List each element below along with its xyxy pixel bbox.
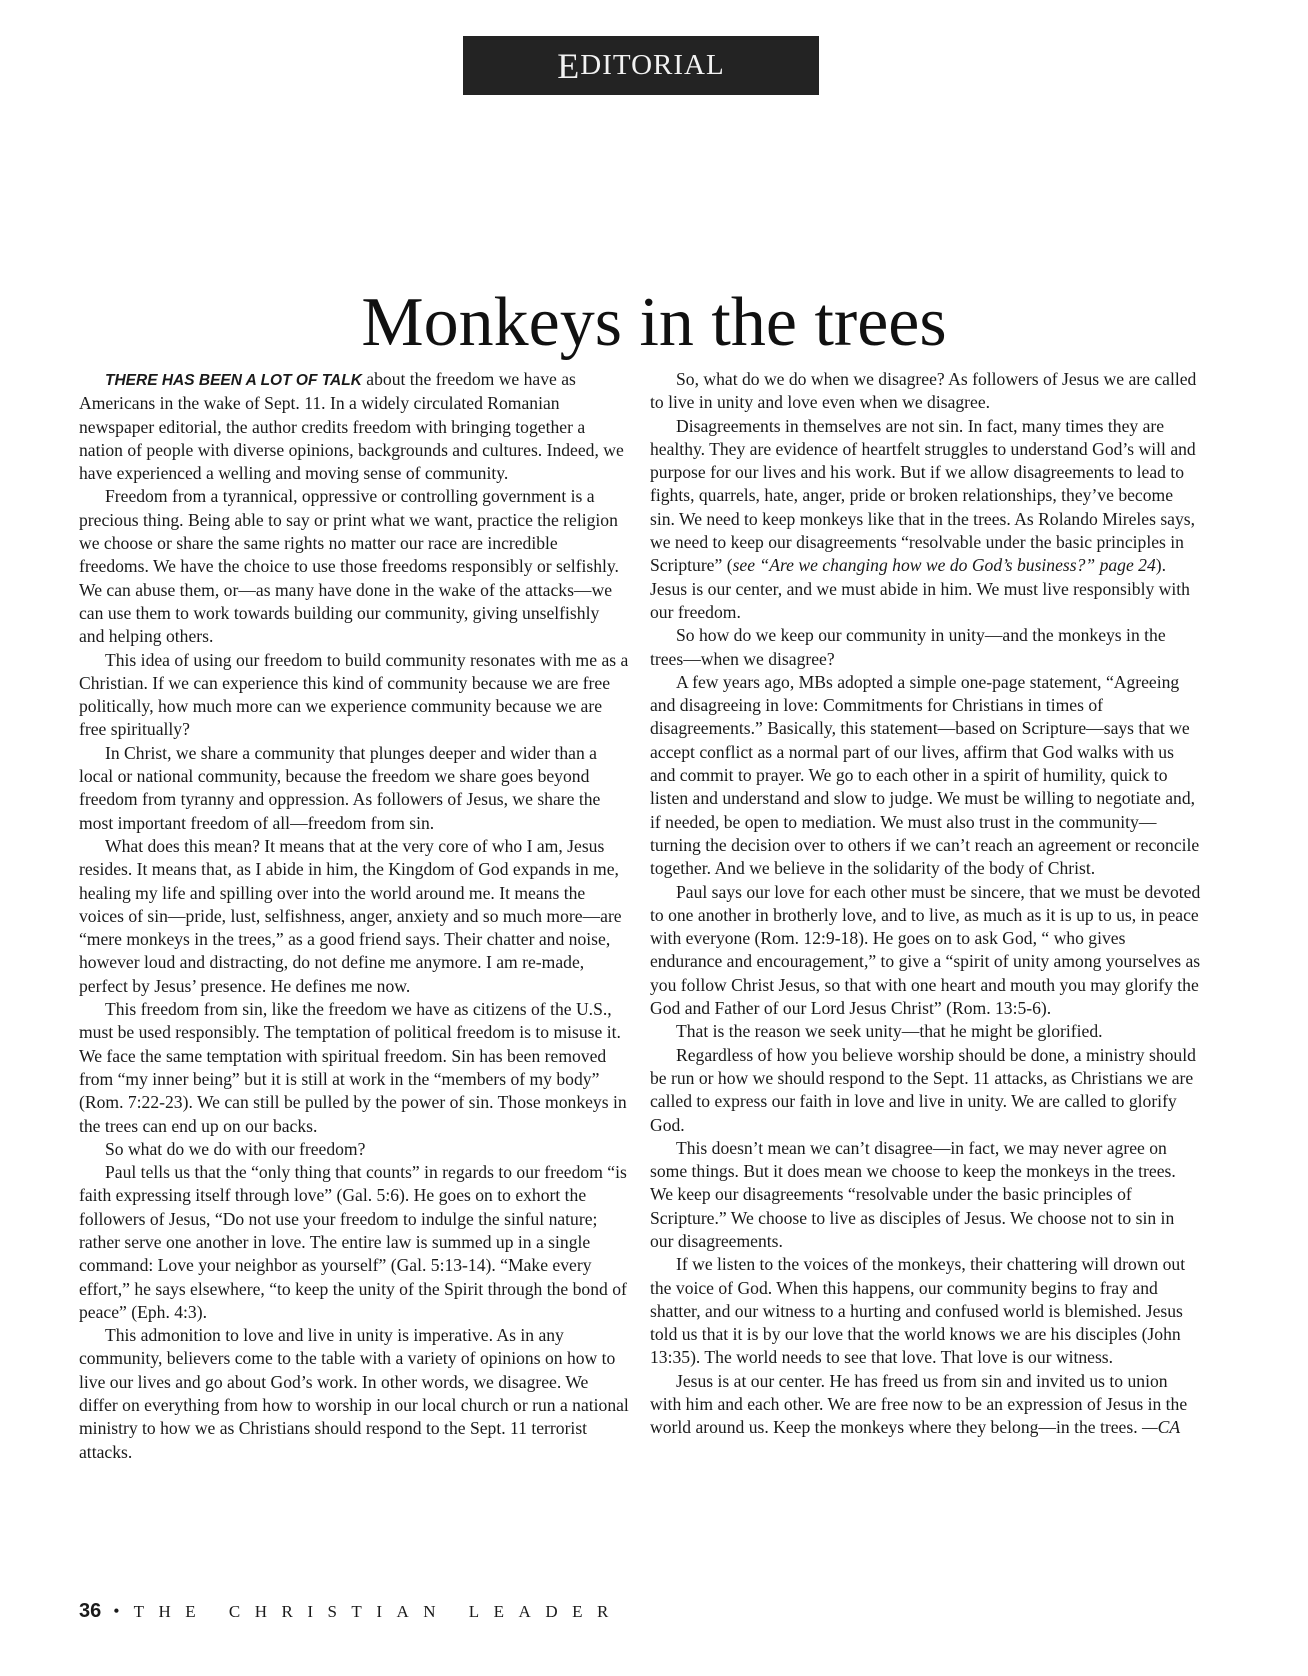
section-banner (463, 36, 819, 95)
banner-label: DITORIAL (580, 49, 725, 81)
cross-reference: see “Are we changing how we do God’s business?” page 24 (732, 555, 1156, 576)
article-title: Monkeys in the trees (361, 284, 947, 361)
page-footer (79, 1600, 623, 1623)
paragraph: Regardless of how you believe worship should be done, a ministry should be run or how we should respond to the Sept. 11 attacks, as Christians we are called to express our faith in love and live in unity. We are called to glorify God. (650, 1044, 1196, 1135)
banner-initial: E (557, 45, 581, 86)
bullet-separator: • (113, 1601, 120, 1621)
paragraph: A few years ago, MBs adopted a simple one-page statement, “Agreeing and disagreeing in love: Commitments for Christians in times of disagreements.” Basically, this statement—based on Scripture—says that we accept conflict as a normal part of our lives, affirm that God walks with us and commit to prayer. We go to each other in a spirit of humility, quick to listen and understand and slow to judge. We must be willing to negotiate and, if needed, be open to mediation. We must also trust in the community—turning the decision over to others if we can’t reach an agreement or reconcile together. And we believe in the solidarity of the body of Christ. (650, 671, 1200, 879)
paragraph: That is the reason we seek unity—that he might be glorified. (676, 1021, 1103, 1042)
article-column-right (650, 368, 1202, 1440)
paragraph: This freedom from sin, like the freedom we have as citizens of the U.S., must be used responsibly. The temptation of political freedom is to misuse it. We face the same temptation with spiritual freedom. Sin has been removed from “my inner being” but it is still at work in the “members of my body” (Rom. 7:22-23). We can still be pulled by the power of sin. Those monkeys in the trees can end up on our backs. (79, 999, 627, 1136)
paragraph: Freedom from a tyrannical, oppressive or controlling government is a precious thing. Being able to say or print what we want, practice the religion we choose or share the same rights no matter our race are incredible freedoms. We have the choice to use those freedoms responsibly or selfishly. We can abuse them, or—as many have done in the wake of the attacks—we can use them to work towards building our community, giving unselfishly and helping others. (79, 486, 619, 647)
article-column-left (79, 368, 629, 1464)
paragraph: Paul tells us that the “only thing that counts” in regards to our freedom “is faith expressing itself through love” (Gal. 5:6). He goes on to exhort the followers of Jesus, “Do not use your freedom to indulge the sinful nature; rather serve one another in love. The entire law is summed up in a single command: Love your neighbor as yourself” (Gal. 5:13-14). “Make every effort,” he says elsewhere, “to keep the unity of the Spirit through the bond of peace” (Eph. 4:3). (79, 1162, 627, 1322)
paragraph: If we listen to the voices of the monkeys, their chattering will drown out the voice of God. When this happens, our community begins to fray and shatter, and our witness to a hurting and confused world is blemished. Jesus told us that it is by our love that the world knows we are his disciples (John 13:35). The world needs to see that love. That love is our witness. (650, 1254, 1186, 1368)
paragraph: In Christ, we share a community that plunges deeper and wider than a local or national community, because the freedom we share goes beyond freedom from tyranny and oppression. As followers of Jesus, we share the most important freedom of all—freedom from sin. (79, 742, 601, 833)
paragraph: This idea of using our freedom to build community resonates with me as a Christian. If we can experience this kind of community because we are free politically, how much more can we experience community because we are free spiritually? (79, 649, 629, 740)
page-number: 36 (79, 1600, 102, 1622)
paragraph: So what do we do with our freedom? (105, 1138, 366, 1159)
paragraph: Disagreements in themselves are not sin. In fact, many times they are healthy. They are evidence of heartfelt struggles to understand God’s will and purpose for our lives and his work. But if we allow disagreements to lead to fights, quarrels, hate, anger, pride or broken relationships, they’ve become sin. We need to keep monkeys like that in the trees. As Rolando Mireles says, we need to keep our disagreements “resolvable under the basic principles in Scripture” (see “Are we changing how we do God’s business?” page 24). Jesus is our center, and we must abide in him. We must live responsibly with our freedom. (650, 415, 1196, 622)
paragraph: So, what do we do when we disagree? As followers of Jesus we are called to live in unity and love even when we disagree. (650, 369, 1197, 413)
paragraph: Paul says our love for each other must be sincere, that we must be devoted to one another in brotherly love, and to live, as much as it is up to us, in peace with everyone (Rom. 12:9-18). He goes on to ask God, “ who gives endurance and encouragement,” to give a “spirit of unity among yourselves as you follow Christ Jesus, so that with one heart and mouth you may glorify the God and Father of our Lord Jesus Christ” (Rom. 13:5-6). (650, 881, 1201, 1019)
lead-in: THERE HAS BEEN A LOT OF TALK (105, 372, 362, 389)
author-signature: —CA (1142, 1417, 1181, 1438)
paragraph: So how do we keep our community in unity—and the monkeys in the trees—when we disagree? (650, 625, 1166, 669)
paragraph: Jesus is at our center. He has freed us from sin and invited us to union with him and each other. We are free now to be an expression of Jesus in the world around us. Keep the monkeys where they belong—in the trees. —CA (650, 1370, 1188, 1438)
paragraph: This admonition to love and live in unity is imperative. As in any community, believers come to the table with a variety of opinions on how to live our lives and go about God’s work. In other words, we disagree. We differ on everything from how to worship in our local church or run a national ministry to how we as Christians should respond to the Sept. 11 terrorist attacks. (79, 1325, 629, 1462)
paragraph: What does this mean? It means that at the very core of who I am, Jesus resides. It means that, as I abide in him, the Kingdom of God expands in me, healing my life and spilling over into the world around me. It means the voices of sin—pride, lust, selfishness, anger, anxiety and so much more—are “mere monkeys in the trees,” as a good friend says. Their chatter and noise, however loud and distracting, do not define me anymore. I am re-made, perfect by Jesus’ presence. He defines me now. (79, 835, 622, 996)
paragraph: THERE HAS BEEN A LOT OF TALK about the freedom we have as Americans in the wake of Sept. 11. In a widely circulated Romanian newspaper editorial, the author credits freedom with bringing together a nation of people with diverse opinions, backgrounds and cultures. Indeed, we have experienced a welling and moving sense of community. (79, 369, 624, 484)
publication-name: THE CHRISTIAN LEADER (133, 1601, 623, 1621)
paragraph: This doesn’t mean we can’t disagree—in fact, we may never agree on some things. But it does mean we choose to keep the monkeys in the trees. We keep our disagreements “resolvable under the basic principles of Scripture.” We choose to live as disciples of Jesus. We choose not to sin in our disagreements. (650, 1137, 1176, 1251)
